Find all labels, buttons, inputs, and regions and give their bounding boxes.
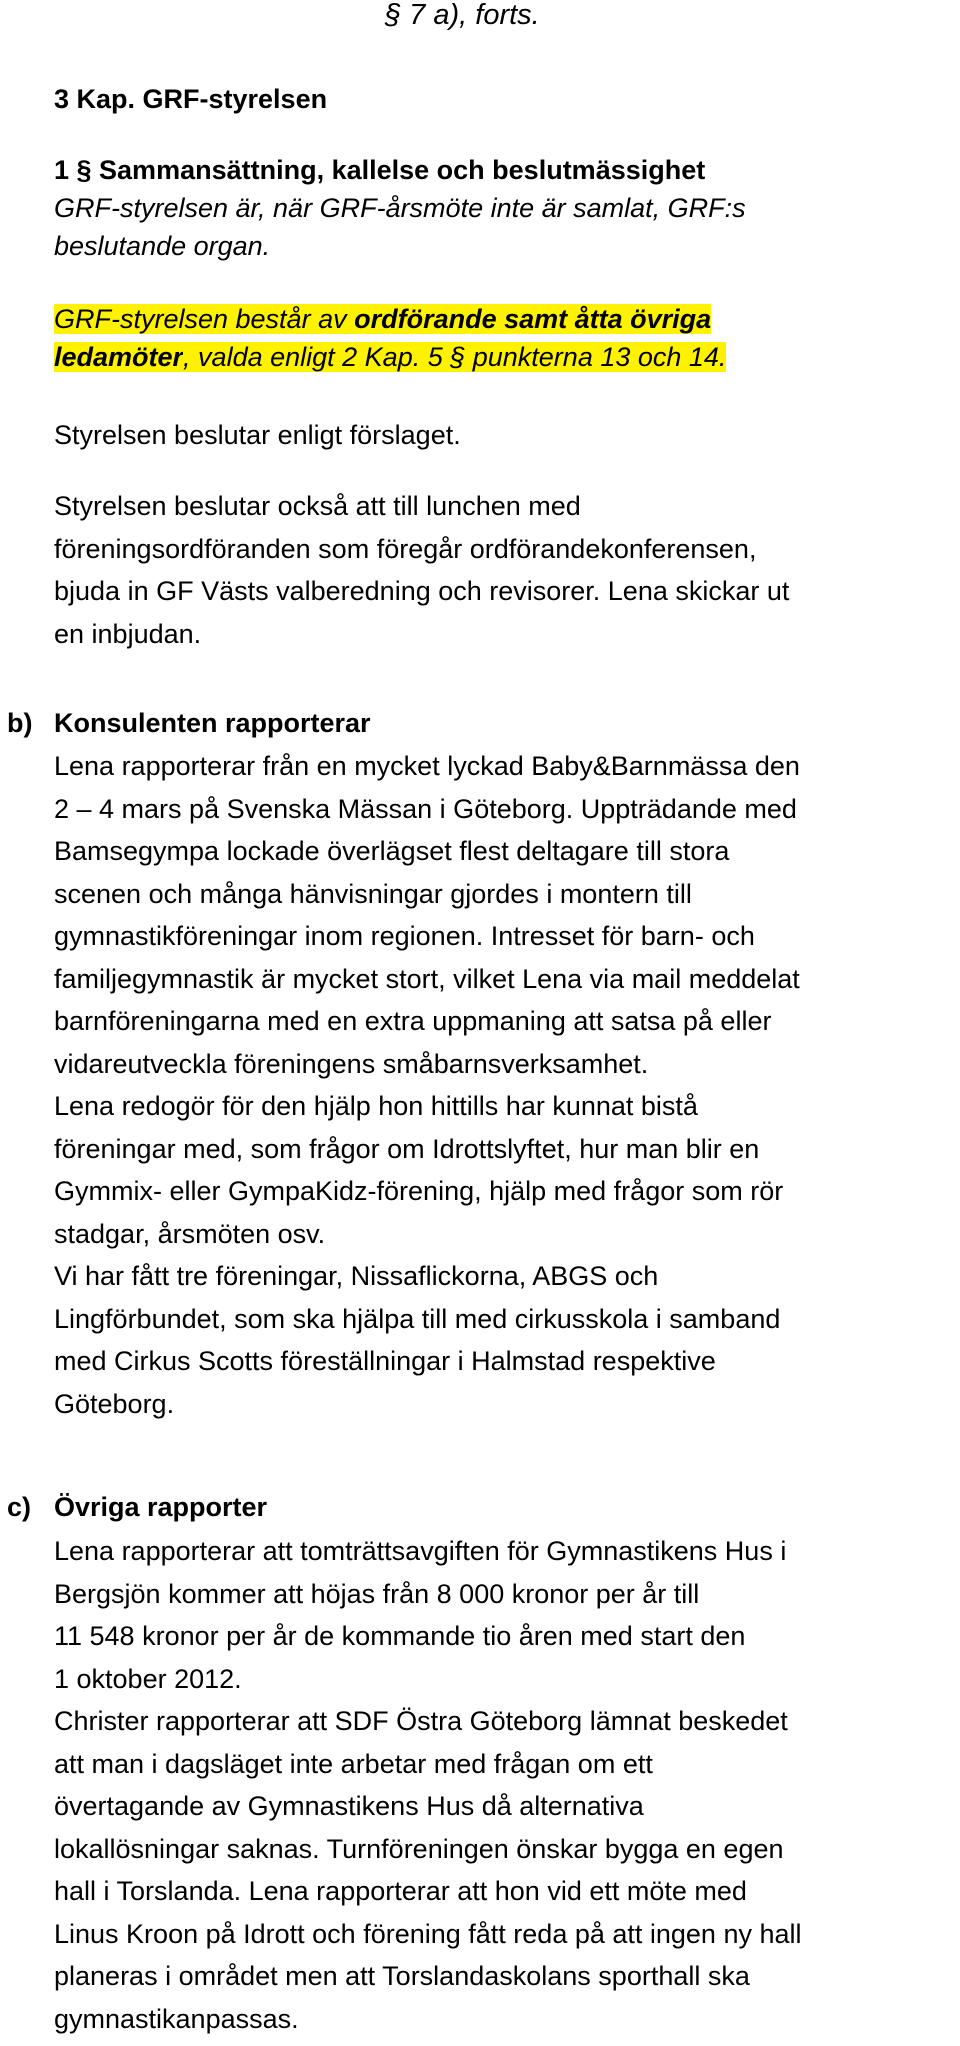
paragraph-line: Lena redogör för den hjälp hon hittills har kunnat bistå [54,1091,698,1121]
paragraph-line: vidareutveckla föreningens småbarnsverksamhet. [54,1048,649,1079]
paragraph-line: att man i dagsläget inte arbetar med frågan om ett [54,1748,653,1779]
paragraph-line: Styrelsen beslutar också att till lunchen med [54,491,581,521]
paragraph-line: Gymmix- eller GympaKidz-förening, hjälp med frågor som rör [54,1176,784,1206]
paragraph-line: 11 548 kronor per år de kommande tio åren med start den [54,1621,746,1651]
section-c-letter: c) [7,1492,32,1522]
paragraph-line: Linus Kroon på Idrott och förening fått reda på att ingen ny hall [54,1918,802,1949]
paragraph-line: 2 – 4 mars på Svenska Mässan i Göteborg. Uppträdande med [54,793,797,824]
intro-line: beslutande organ. [54,231,271,261]
paragraph-line: Lingförbundet, som ska hjälpa till med cirkusskola i samband [54,1303,781,1334]
paragraph-line: föreningar med, som frågor om Idrottslyftet, hur man blir en [54,1133,760,1164]
paragraph-line: en inbjudan. [54,618,202,649]
paragraph-line: 1 oktober 2012. [54,1663,242,1694]
paragraph-line: stadgar, årsmöten osv. [54,1218,326,1249]
paragraph-line: bjuda in GF Västs valberedning och revisorer. Lena skickar ut [54,576,790,606]
paragraph-line: Lena rapporterar från en mycket lyckad Baby&Barnmässa den [54,751,800,781]
paragraph-line: Vi har fått tre föreningar, Nissaflickorna, ABGS och [54,1261,659,1291]
decision-paragraph [54,485,789,655]
section-c-body [54,1530,802,2040]
paragraph-line: med Cirkus Scotts föreställningar i Halmstad respektive [54,1346,716,1376]
paragraph-line: övertagande av Gymnastikens Hus då alternativa [54,1791,644,1821]
highlight-bold-segment: ordförande samt åtta övriga [354,304,712,334]
section-b-title: Konsulenten rapporterar [54,708,371,738]
paragraph-line: familjegymnastik är mycket stort, vilket Lena via mail meddelat [54,963,800,994]
paragraph-line: barnföreningarna med en extra uppmaning att satsa på eller [54,1006,772,1036]
section-c-title: Övriga rapporter [54,1492,268,1522]
highlighted-text [54,300,726,376]
paragraph-line: lokallösningar saknas. Turnföreningen önskar bygga en egen [54,1833,784,1864]
paragraph-line: gymnastikföreningar inom regionen. Intresset för barn- och [54,921,755,951]
highlight-segment: GRF-styrelsen består av [54,304,355,334]
paragraph-line: Bamsegympa lockade överlägset flest deltagare till stora [54,836,730,866]
highlight-bold-segment: ledamöter [54,342,184,372]
section-b-letter: b) [7,708,33,738]
paragraph-line: scenen och många hänvisningar gjordes i montern till [54,878,692,909]
paragraph-line: Göteborg. [54,1388,175,1419]
continued-heading: § 7 a), forts. [385,0,540,31]
paragraph-line: Lena rapporterar att tomträttsavgiften för Gymnastikens Hus i [54,1536,787,1566]
section-intro [54,189,746,265]
paragraph-line: Bergsjön kommer att höjas från 8 000 kronor per år till [54,1578,700,1609]
decision-text: Styrelsen beslutar enligt förslaget. [54,420,461,450]
paragraph-line: Christer rapporterar att SDF Östra Göteborg lämnat beskedet [54,1706,788,1736]
section-b-body [54,745,800,1425]
chapter-title: 3 Kap. GRF-styrelsen [54,84,328,114]
intro-line: GRF-styrelsen är, när GRF-årsmöte inte är samlat, GRF:s [54,193,746,223]
highlight-segment: , valda enligt 2 Kap. 5 § punkterna 13 och 14. [183,342,727,372]
paragraph-line: planeras i området men att Torslandaskolans sporthall ska [54,1961,750,1991]
paragraph-line: gymnastikanpassas. [54,2003,299,2034]
section-heading: 1 § Sammansättning, kallelse och beslutmässighet [54,155,706,185]
paragraph-line: föreningsordföranden som föregår ordförandekonferensen, [54,533,757,564]
paragraph-line: hall i Torslanda. Lena rapporterar att hon vid ett möte med [54,1876,747,1906]
